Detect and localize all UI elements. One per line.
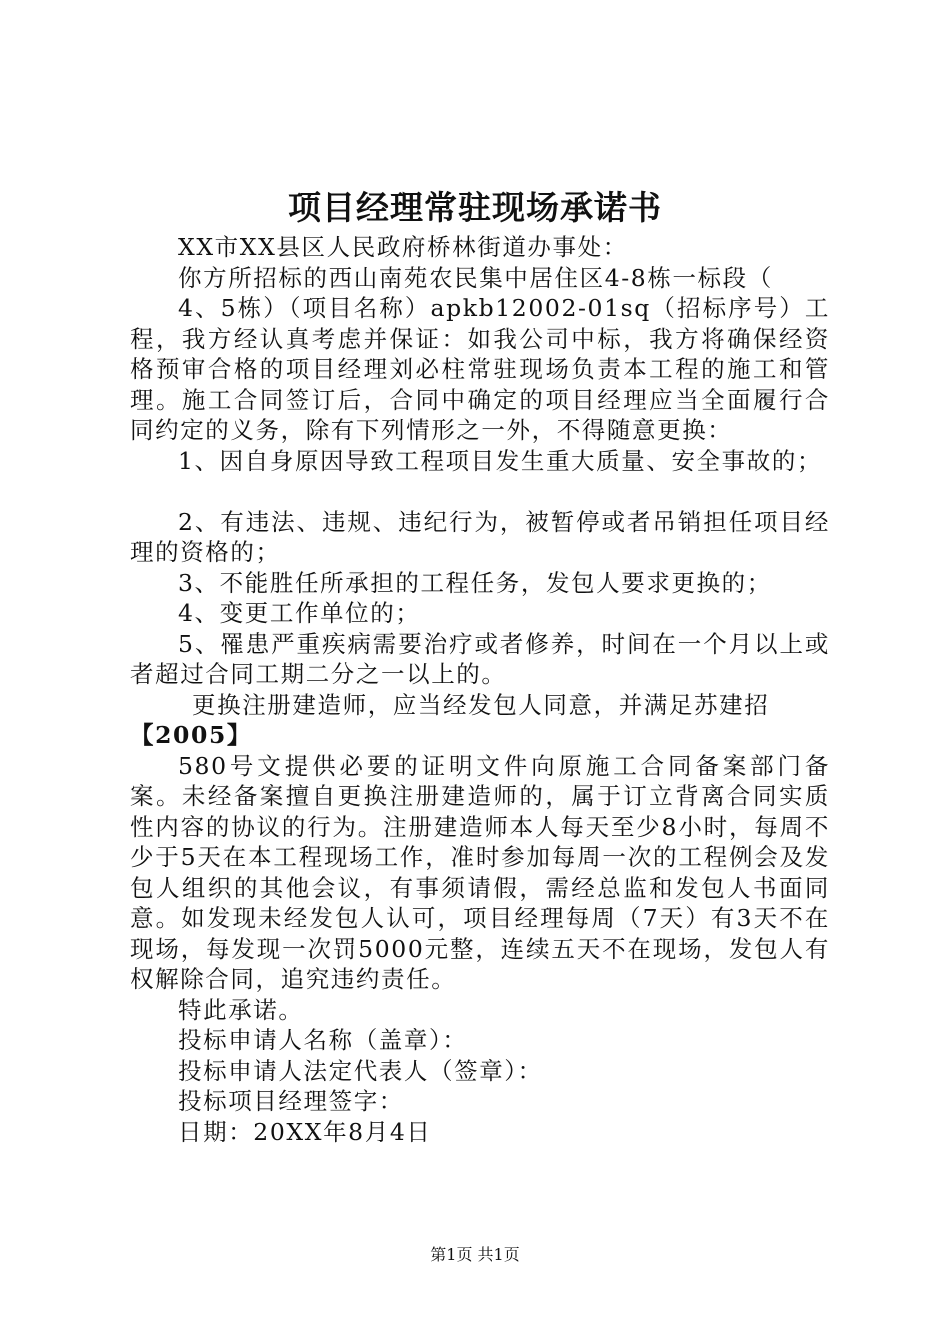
replace-clause: 更换注册建造师，应当经发包人同意，并满足苏建招 [192, 690, 770, 719]
list-item-1: 1、因自身原因导致工程项目发生重大质量、安全事故的； [178, 446, 823, 475]
signature-legal-rep: 投标申请人法定代表人（签章）： [178, 1056, 543, 1085]
replace-reference: 【2005】 [130, 721, 253, 749]
page-footer: 第1页 共1页 [430, 1245, 520, 1264]
list-item-2: 2、有违法、违规、违纪行为，被暂停或者吊销担任项目经理的资格的； [130, 507, 830, 566]
signing-date: 日期：20XX年8月4日 [178, 1117, 432, 1146]
list-item-5: 5、罹患严重疾病需要治疗或者修养，时间在一个月以上或者超过合同工期二分之一以上的。 [130, 629, 830, 688]
intro-continuation: 4、5栋）（项目名称）apkb12002-01sq（招标序号）工程，我方经认真考虑并保证：如我公司中标，我方将确保经资格预审合格的项目经理刘必柱常驻现场负责本工程的施工和管理。施工合同签订后，合同中确定的项目经理应当全面履行合同约定的义务，除有下列情形之一外，不得随意更换： [130, 294, 830, 444]
list-item-3: 3、不能胜任所承担的工程任务，发包人要求更换的； [178, 568, 772, 597]
addressee: XX市XX县区人民政府桥林街道办事处： [178, 233, 628, 261]
document-title: 项目经理常驻现场承诺书 [288, 188, 662, 227]
signature-applicant: 投标申请人名称（盖章）： [178, 1026, 468, 1054]
document-body [130, 232, 830, 1147]
signature-project-manager: 投标项目经理签字： [178, 1087, 404, 1115]
closing-statement: 特此承诺。 [178, 995, 304, 1024]
list-item-4: 4、变更工作单位的； [178, 599, 421, 627]
intro-paragraph: 你方所招标的西山南苑农民集中居住区4-8栋一标段（ [178, 263, 773, 292]
replace-continuation: 580号文提供必要的证明文件向原施工合同备案部门备案。未经备案擅自更换注册建造师的，属于订立背离合同实质性内容的协议的行为。注册建造师本人每天至少8小时，每周不少于5天在本工程现场工作，准时参加每周一次的工程例会及发包人组织的其他会议，有事须请假，需经总监和发包人书面同意。如发现未经发包人认可，项目经理每周（7天）有3天不在现场，每发现一次罚5000元整，连续五天不在现场，发包人有权解除合同，追究违约责任。 [130, 751, 830, 993]
